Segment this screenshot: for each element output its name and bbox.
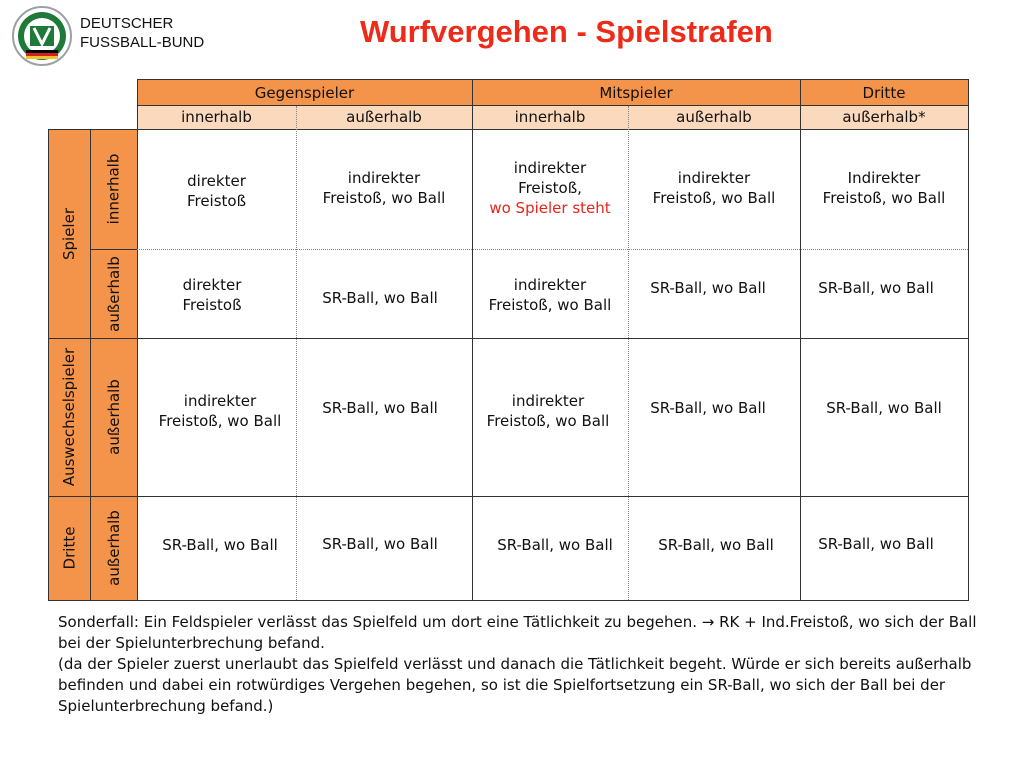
table-cell: Indirekter Freistoß, wo Ball xyxy=(822,169,946,207)
col-sub-header: außerhalb* xyxy=(842,108,926,126)
col-sub-header: außerhalb xyxy=(346,108,422,126)
table-cell: indirekter Freistoß, wo Ball xyxy=(322,169,446,207)
border xyxy=(48,496,969,497)
row-sub-label: außerhalb xyxy=(104,379,123,455)
table-cell: SR-Ball, wo Ball xyxy=(322,535,438,553)
table-cell: indirekter Freistoß, wo Ball xyxy=(488,276,612,314)
organization-name: DEUTSCHER FUSSBALL-BUND xyxy=(80,15,205,51)
table-cell: indirekter Freistoß, wo Spieler steht xyxy=(489,159,611,217)
col-group-gegenspieler: Gegenspieler xyxy=(254,83,355,102)
col-sub-header: innerhalb xyxy=(514,108,586,126)
table-cell: SR-Ball, wo Ball xyxy=(162,536,278,554)
border xyxy=(137,79,138,601)
table-cell: direkter Freistoß xyxy=(186,172,247,210)
col-group-mitspieler: Mitspieler xyxy=(599,83,673,102)
border xyxy=(48,129,969,130)
border xyxy=(48,600,969,601)
table-cell: indirekter Freistoß, wo Ball xyxy=(486,392,610,430)
row-group-spieler: Spieler xyxy=(60,207,79,260)
row-sub-label: außerhalb xyxy=(104,255,123,332)
table-cell: direkter Freistoß xyxy=(182,276,242,314)
col-sub-header: außerhalb xyxy=(676,108,752,126)
row-sub-label: innerhalb xyxy=(104,153,123,225)
col-group-dritte: Dritte xyxy=(862,83,906,102)
special-case-note xyxy=(58,612,993,717)
dotted-divider xyxy=(137,249,968,250)
note-line: Sonderfall: Ein Feldspieler verlässt das Spielfeld um dort eine Tätlichkeit zu begehen. → RK + Ind.Freistoß, wo sich der Ball bei der Spielunterbrechung befand. xyxy=(58,613,977,652)
border xyxy=(48,338,969,339)
border xyxy=(968,79,969,601)
table-cell: indirekter Freistoß, wo Ball xyxy=(652,169,776,207)
table-cell: SR-Ball, wo Ball xyxy=(818,279,934,297)
note-line: (da der Spieler zuerst unerlaubt das Spielfeld verlässt und danach die Tätlichkeit begeht. Würde er sich bereits außerhalb befinden und dabei ein rotwürdiges Vergehen begehen, so ist die Spielfortsetzung ein SR-Ball, wo sich der Ball bei der Spielunterbrechung befand.) xyxy=(58,655,972,715)
table-cell: SR-Ball, wo Ball xyxy=(650,279,766,297)
table-cell: SR-Ball, wo Ball xyxy=(818,535,934,553)
col-sub-header: innerhalb xyxy=(181,108,252,126)
row-group-auswechselspieler: Auswechselspieler xyxy=(60,347,78,487)
page-title: Wurfvergehen - Spielstrafen xyxy=(360,14,773,49)
table-cell: SR-Ball, wo Ball xyxy=(826,399,942,417)
table-cell: indirekter Freistoß, wo Ball xyxy=(158,392,282,430)
table-cell: SR-Ball, wo Ball xyxy=(322,399,438,417)
row-group-dritte: Dritte xyxy=(60,526,79,570)
table-cell: SR-Ball, wo Ball xyxy=(322,289,438,307)
highlight-text: wo Spieler steht xyxy=(489,199,611,217)
table-cell: SR-Ball, wo Ball xyxy=(658,536,774,554)
table-cell: SR-Ball, wo Ball xyxy=(497,536,613,554)
dfb-logo-icon xyxy=(12,6,72,66)
table-cell: SR-Ball, wo Ball xyxy=(650,399,766,417)
row-sub-label: außerhalb xyxy=(104,510,123,586)
